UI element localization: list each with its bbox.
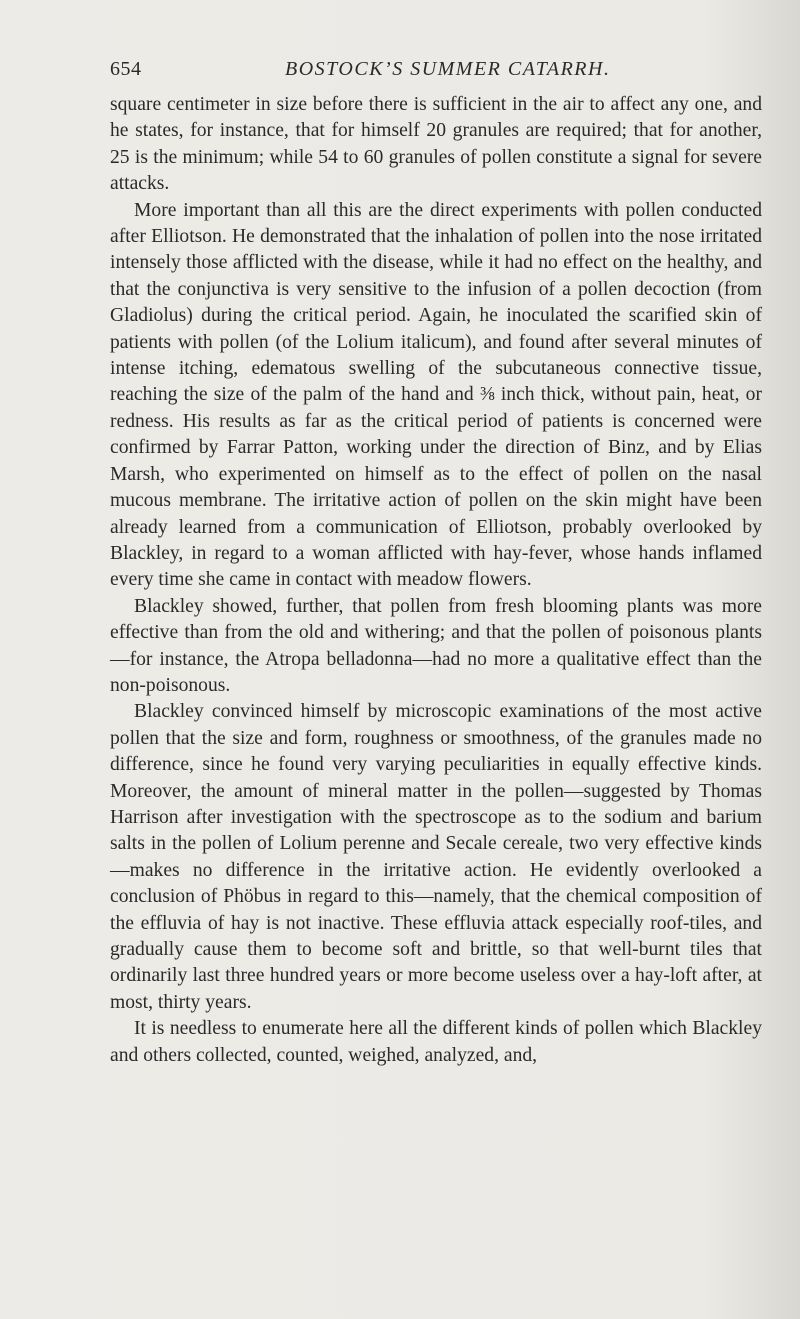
paragraph: Blackley convinced himself by microscopic examinations of the most active pollen that the size and form, roughness or smoothness, of the granules made no difference, since he found very varying peculiarities in equally effective kinds. Moreover, the amount of mineral matter in the pollen—suggested by Thomas Harrison after investigation with the spectroscope as to the sodium and barium salts in the pollen of Lolium perenne and Secale cereale, two very effective kinds—makes no difference in the irritative action. He evidently overlooked a conclusion of Phöbus in regard to this—namely, that the chemical composition of the effluvia of hay is not inactive. These effluvia attack especially roof-tiles, and gradually cause them to become soft and brittle, so that well-burnt tiles that ordinarily last three hundred years or more become useless over a hay-loft after, at most, thirty years. (110, 701, 762, 1013)
page-number: 654 (110, 58, 142, 80)
running-head: BOSTOCK’S SUMMER CATARRH. (285, 58, 611, 80)
body-text (110, 92, 762, 1069)
page-header (110, 50, 760, 80)
paragraph: Blackley showed, further, that pollen from fresh blooming plants was more effective than from the old and withering; and that the pollen of poisonous plants—for instance, the Atropa belladonna—had no more a qualitative effect than the non-poisonous. (110, 595, 762, 696)
paragraph: More important than all this are the direct experiments with pollen conducted after Elliotson. He demonstrated that the inhalation of pollen into the nose irritated intensely those afflicted with the disease, while it had no effect on the healthy, and that the conjunctiva is very sensitive to the infusion of a pollen decoction (from Gladiolus) during the critical period. Again, he inoculated the scarified skin of patients with pollen (of the Lolium italicum), and found after several minutes of intense itching, edematous swelling of the subcutaneous connective tissue, reaching the size of the palm of the hand and ⅜ inch thick, without pain, heat, or redness. His results as far as the critical period of patients is concerned were confirmed by Farrar Patton, working under the direction of Binz, and by Elias Marsh, who experimented on himself as to the effect of pollen on the nasal mucous membrane. The irritative action of pollen on the skin might have been already learned from a communication of Elliotson, probably overlooked by Blackley, in regard to a woman afflicted with hay-fever, whose hands inflamed every time she came in contact with meadow flowers. (110, 199, 762, 591)
paragraph: square centimeter in size before there is sufficient in the air to affect any one, and he states, for instance, that for himself 20 granules are required; that for another, 25 is the minimum; while 54 to 60 granules of pollen constitute a signal for severe attacks. (110, 94, 762, 195)
paragraph: It is needless to enumerate here all the different kinds of pollen which Blackley and others collected, counted, weighed, analyzed, and, (110, 1018, 762, 1066)
